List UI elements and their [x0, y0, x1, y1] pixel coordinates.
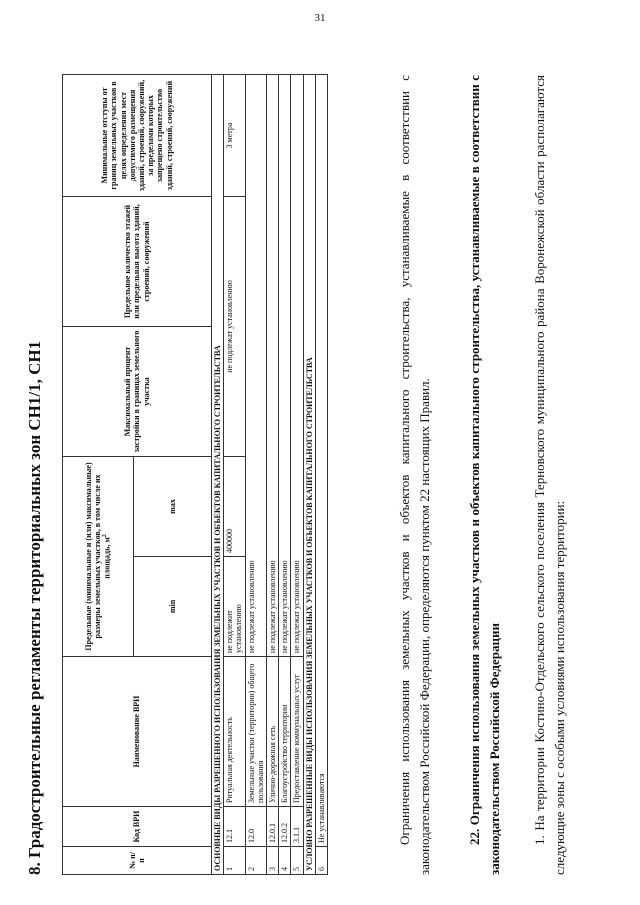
- paragraph-zones: 1. На территории Костино-Отдельского сельского поселения Терновского муниципального района Воронежской области располагаются следующие зоны с особыми условиями использования территории:: [532, 75, 568, 875]
- header-min: min: [134, 557, 212, 657]
- cell-percent-floors: не подлежат установлению: [224, 197, 245, 457]
- cell-num: 1: [224, 847, 245, 875]
- table-row: [315, 75, 327, 875]
- table-header-row: [63, 75, 134, 875]
- cell-code: 12.0: [245, 807, 266, 847]
- table-row: [266, 75, 278, 875]
- cell-num: 4: [279, 847, 291, 875]
- cell-value: не подлежат установлению: [266, 75, 278, 657]
- rotated-page: [10, 30, 610, 890]
- header-num: № п/п: [63, 847, 212, 875]
- cell-name: Земельные участки (территории) общего пользования: [245, 657, 266, 807]
- cell-name: Ритуальная деятельность: [224, 657, 245, 807]
- cell-num: 3: [266, 847, 278, 875]
- section-title: 8. Градостроительные регламенты территориальных зон СН1/1, СН1: [25, 340, 44, 875]
- header-code: Код ВРИ: [63, 807, 212, 847]
- header-sizes: Предельные (минимальные и (или) максимальные) размеры земельных участков, в том числе их площадь, $м^2$: [63, 457, 134, 657]
- regulations-table: [62, 74, 328, 875]
- cell-setback: 3 метра: [224, 75, 245, 197]
- header-max: max: [134, 457, 212, 557]
- header-setback: Минимальные отступы от границ земельных участков в целях определения мест допустимого размещения зданий, строений, сооружений, за пределами которых запрещено строительство зданий, строений, сооружений: [63, 75, 212, 197]
- page-number: 31: [314, 12, 326, 24]
- header-floors: Предельное количество этажей или предельная высота зданий, строений, сооружений: [63, 197, 212, 327]
- cell-max: 400000: [224, 457, 245, 557]
- section-row: [303, 75, 315, 875]
- cell-value: не подлежат установлению: [245, 75, 266, 657]
- paragraph-restrictions: Ограничения использования земельных участков и объектов капитального строительства, устанавливаемые в соответствии с законодательством Российской Федерации, определяются пунктом 22 настоящих Правил.: [397, 75, 433, 875]
- heading-22: 22. Ограничения использования земельных участков и объектов капитального строительства, устанавливаемые в соответствии с законодательством Российской Федерации: [467, 75, 503, 875]
- cell-value: не подлежат установлению: [291, 75, 303, 657]
- cell-name: Не устанавливаются: [315, 75, 327, 847]
- cell-name: Предоставление коммунальных услуг: [291, 657, 303, 807]
- cell-name: Благоустройство территории: [279, 657, 291, 807]
- section-main-label: ОСНОВНЫЕ ВИДЫ РАЗРЕШЕННОГО ИСПОЛЬЗОВАНИЯ ЗЕМЕЛЬНЫХ УЧАСТКОВ И ОБЪЕКТОВ КАПИТАЛЬНОГО СТРОИТЕЛЬСТВА: [212, 75, 224, 875]
- table-row: [245, 75, 266, 875]
- cell-num: 2: [245, 847, 266, 875]
- section-conditional-label: УСЛОВНО РАЗРЕШЕННЫЕ ВИДЫ ИСПОЛЬЗОВАНИЯ ЗЕМЕЛЬНЫХ УЧАСТКОВ И ОБЪЕКТОВ КАПИТАЛЬНОГО СТРОИТЕЛЬСТВА: [303, 75, 315, 875]
- cell-code: 12.0.1: [266, 807, 278, 847]
- section-row: [212, 75, 224, 875]
- cell-num: 5: [291, 847, 303, 875]
- header-name: Наименование ВРИ: [63, 657, 212, 807]
- cell-value: не подлежат установлению: [279, 75, 291, 657]
- table-row: [224, 75, 245, 875]
- table-row: [291, 75, 303, 875]
- cell-name: Улично-дорожная сеть: [266, 657, 278, 807]
- header-percent: Максимальный процент застройки в границах земельного участка: [63, 327, 212, 457]
- cell-code: 12.0.2: [279, 807, 291, 847]
- table-row: [279, 75, 291, 875]
- cell-min: не подлежит установлению: [224, 557, 245, 657]
- cell-code: 12.1: [224, 807, 245, 847]
- cell-num: 6: [315, 847, 327, 875]
- cell-code: 3.1.1: [291, 807, 303, 847]
